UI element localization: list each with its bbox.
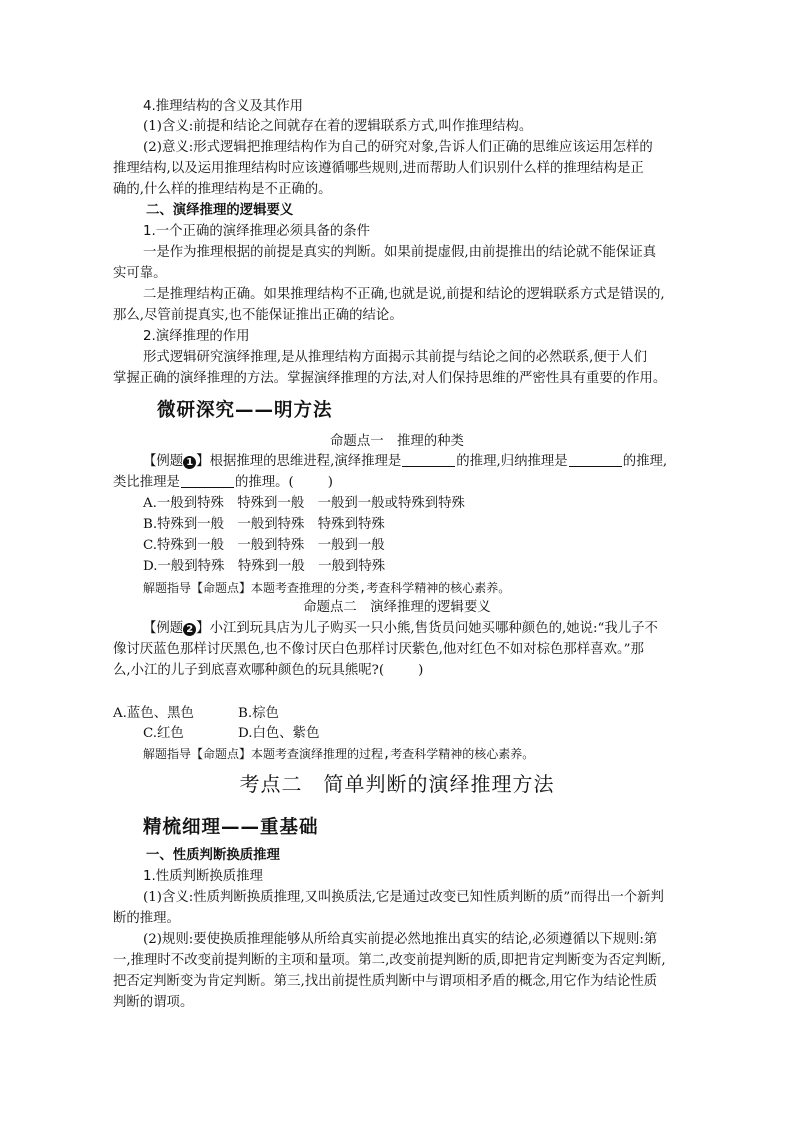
option-b[interactable]: B.特殊到一般 一般到特殊 特殊到特殊	[143, 517, 385, 532]
subheading-obversion: 1.性质判断换质推理	[143, 869, 263, 884]
subheading-role: 2.演绎推理的作用	[143, 329, 250, 344]
option-2a[interactable]: A.蓝色、黑色	[113, 706, 194, 721]
paragraph-significance-line-3: 确的,什么样的推理结构是不正确的。	[113, 182, 332, 197]
obversion-rules-line-2: 一,推理时不改变前提判断的主项和量项。第二,改变前提判断的质,即把肯定判断变为否定判断,	[113, 953, 666, 968]
paragraph-significance-line-2: 推理结构,以及运用推理结构时应该遵循哪些规则,进而帮助人们识别什么样的推理结构是正	[113, 161, 644, 176]
solution-guide-1: 解题指导【命题点】本题考查推理的分类,考查科学精神的核心素养。	[143, 581, 511, 595]
topic-point-one: 命题点一 推理的种类	[330, 434, 464, 449]
option-2c[interactable]: C.红色	[143, 726, 184, 741]
paragraph-meaning: (1)含义:前提和结论之间就存在着的逻辑联系方式,叫作推理结构。	[143, 119, 533, 134]
example-2-line-3: 么,小江的儿子到底喜欢哪种颜色的玩具熊呢?( )	[113, 663, 424, 678]
obversion-rules-line-4: 判断的谓项。	[113, 995, 194, 1010]
example-2-line-1: 【例题 2 】小江到玩具店为儿子购买一只小熊,售货员问她买哪种颜色的,她说:“我儿子不	[143, 621, 658, 636]
example-1-line-2: 类比推理是 的推理。( )	[113, 475, 333, 490]
role-line-1: 形式逻辑研究演绎推理,是从推理结构方面揭示其前提与结论之间的必然联系,便于人们	[143, 350, 647, 365]
option-c[interactable]: C.特殊到一般 一般到特殊 一般到一般	[143, 538, 385, 553]
example-2-number-badge: 2	[183, 623, 196, 636]
example-1-tag: 【例题	[143, 454, 184, 469]
example-2-tag: 【例题	[143, 621, 184, 636]
topic-point-two: 命题点二 演绎推理的逻辑要义	[303, 600, 491, 615]
option-2b[interactable]: B.棕色	[238, 706, 279, 721]
obversion-meaning-line-1: (1)含义:性质判断换质推理,又叫换质法,它是通过改变已知性质判断的质”而得出一个新判	[143, 890, 664, 905]
condition-one-line-2: 实可靠。	[113, 266, 167, 281]
obversion-rules-line-3: 把否定判断变为肯定判断。第三,找出前提性质判断中与谓项相矛盾的概念,用它作为结论性质	[113, 974, 658, 989]
section-heading-logic: 二、演绎推理的逻辑要义	[146, 203, 294, 218]
section-title-micro-study: 微研深究——明方法	[157, 400, 333, 421]
role-line-2: 掌握正确的演绎推理的方法。掌握演绎推理的方法,对人们保持思维的严密性具有重要的作用。	[113, 371, 667, 386]
example-2-line-2: 像讨厌蓝色那样讨厌黑色,也不像讨厌白色那样讨厌紫色,他对红色不如对棕色那样喜欢。”那	[113, 642, 644, 657]
obversion-rules-line-1: (2)规则:要使换质推理能够从所给真实前提必然地推出真实的结论,必须遵循以下规则:第	[143, 932, 658, 947]
answer-blank-1[interactable]	[402, 452, 455, 467]
option-a[interactable]: A.一般到特殊 特殊到一般 一般到一般或特殊到特殊	[143, 496, 465, 511]
condition-two-line-1: 二是推理结构正确。如果推理结构不正确,也就是说,前提和结论的逻辑联系方式是错误的,	[143, 287, 665, 302]
section-title-basics: 精梳细理——重基础	[143, 817, 319, 838]
exam-point-two-title: 考点二 简单判断的演绎推理方法	[239, 772, 555, 796]
example-1-line-1: 【例题 1 】根据推理的思维进程,演绎推理是 的推理,归纳推理是 的推理,	[143, 454, 668, 469]
option-2d[interactable]: D.白色、紫色	[238, 726, 320, 741]
section-heading-obversion: 一、性质判断换质推理	[146, 848, 280, 863]
subheading-conditions: 1.一个正确的演绎推理必须具备的条件	[143, 224, 371, 239]
answer-blank-3[interactable]	[181, 473, 234, 488]
answer-blank-2[interactable]	[569, 452, 622, 467]
section-heading-structure: 4.推理结构的含义及其作用	[143, 99, 304, 114]
paragraph-significance-line-1: (2)意义:形式逻辑把推理结构作为自己的研究对象,告诉人们正确的思维应该运用怎样的	[143, 140, 653, 155]
obversion-meaning-line-2: 断的推理。	[113, 911, 180, 926]
condition-two-line-2: 那么,尽管前提真实,也不能保证推出正确的结论。	[113, 308, 403, 323]
solution-guide-2: 解题指导【命题点】本题考查演绎推理的过程,考查科学精神的核心素养。	[143, 747, 535, 761]
condition-one-line-1: 一是作为推理根据的前提是真实的判断。如果前提虚假,由前提推出的结论就不能保证真	[143, 245, 657, 260]
example-1-number-badge: 1	[183, 456, 196, 469]
option-d[interactable]: D.一般到特殊 特殊到一般 一般到特殊	[143, 559, 386, 574]
